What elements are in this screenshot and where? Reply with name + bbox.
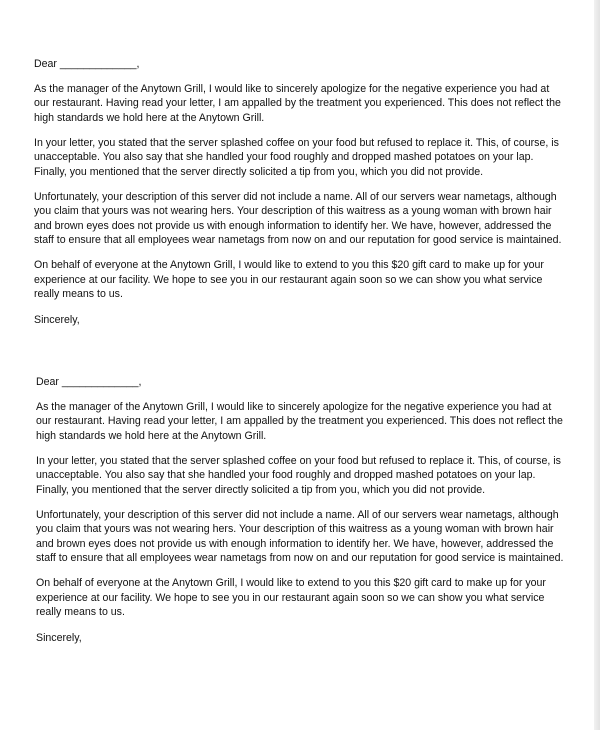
- letter-1: [34, 57, 564, 338]
- letter-2: [36, 375, 566, 656]
- letter-paragraph-gift-card: On behalf of everyone at the Anytown Grill, I would like to extend to you this $20 gift card to make up for your experience at our facility. We hope to see you in our restaurant again soon so we can show you what service really means to us.: [36, 577, 546, 618]
- letter-paragraph-apology: As the manager of the Anytown Grill, I would like to sincerely apologize for the negative experience you had at our restaurant. Having read your letter, I am appalled by the treatment you experienced. This does not reflect the high standards we hold here at the Anytown Grill.: [36, 400, 563, 442]
- letter-greeting: Dear _____________,: [36, 376, 142, 388]
- letter-greeting: Dear _____________,: [34, 58, 140, 70]
- letter-paragraph-apology: As the manager of the Anytown Grill, I would like to sincerely apologize for the negative experience you had at our restaurant. Having read your letter, I am appalled by the treatment you experienced. This does not reflect the high standards we hold here at the Anytown Grill.: [34, 82, 561, 124]
- letter-closing: Sincerely,: [34, 313, 80, 326]
- letter-paragraph-complaint: In your letter, you stated that the server splashed coffee on your food but refused to replace it. This, of course, is unacceptable. You also say that she handled your food roughly and dropped mashed potatoes on your lap. Finally, you mentioned that the server directly solicited a tip from you, which you did not provide.: [36, 454, 561, 496]
- page-edge-shadow: [594, 0, 600, 730]
- letter-closing: Sincerely,: [36, 631, 82, 644]
- letter-paragraph-complaint: In your letter, you stated that the server splashed coffee on your food but refused to replace it. This, of course, is unacceptable. You also say that she handled your food roughly and dropped mashed potatoes on your lap. Finally, you mentioned that the server directly solicited a tip from you, which you did not provide.: [34, 136, 559, 178]
- letter-paragraph-gift-card: On behalf of everyone at the Anytown Grill, I would like to extend to you this $20 gift card to make up for your experience at our facility. We hope to see you in our restaurant again soon so we can show you what service really means to us.: [34, 259, 544, 300]
- letter-paragraph-server-description: Unfortunately, your description of this server did not include a name. All of our servers wear nametags, although you claim that yours was not wearing hers. Your description of this waitress as a young woman with brown hair and brown eyes does not provide us with enough information to identify her. We have, however, addressed the staff to ensure that all employees wear nametags from now on and our reputation for good service is maintained.: [36, 508, 564, 564]
- letter-paragraph-server-description: Unfortunately, your description of this server did not include a name. All of our servers wear nametags, although you claim that yours was not wearing hers. Your description of this waitress as a young woman with brown hair and brown eyes does not provide us with enough information to identify her. We have, however, addressed the staff to ensure that all employees wear nametags from now on and our reputation for good service is maintained.: [34, 190, 562, 246]
